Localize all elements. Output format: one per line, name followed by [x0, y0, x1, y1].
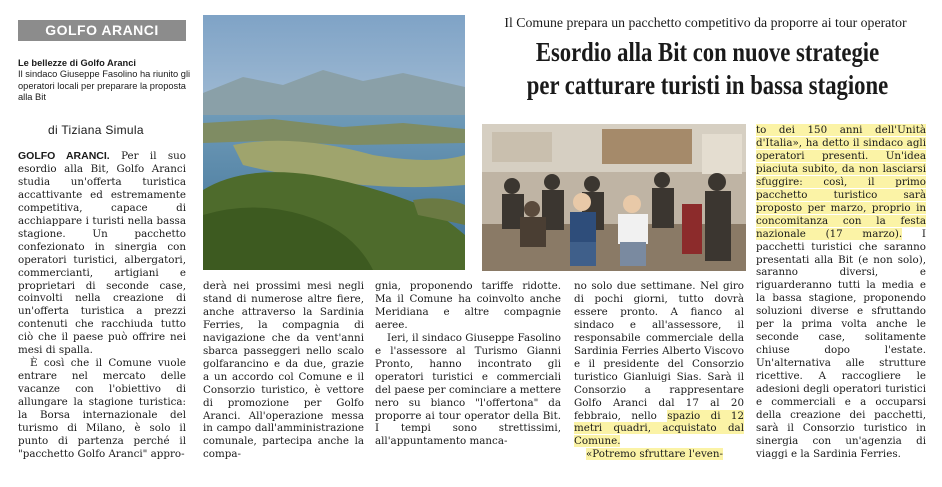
column-2-para-1: derà nei prossimi mesi negli stand di numerose altre fiere, anche attraverso la Sardinia Ferries, la compagnia di navigazione che da vent'anni sbarca passeggeri nello scalo golfarancino e da due, grazie a un accordo col Comune e il Consorzio turistico, è vettore di promozione per Golfo Aranci. All'operazione messa in campo dall'amministrazione comunale, partecipa anche la compa- [203, 280, 364, 461]
highlighted-text: spazio di 12 metri quadri, acquistato dal Comune. [574, 409, 745, 448]
column-3-para-1: gnia, proponendo tariffe ridotte. Ma il Comune ha coinvolto anche Meridiana e altre compagnie aeree. [375, 280, 561, 331]
photo-caption [18, 58, 193, 104]
headline [525, 36, 890, 102]
column-5-rest: I pacchetti turistici che saranno presentati alla Bit (e non solo), saranno diversi, e riguarderanno tutti la media e la bassa stagione, proponendo soluzioni diverse e sfruttando per la prima volta anche le seconde case, solitamente chiuse dopo l'estate. Un'alternativa alle strutture ricettive. A raccogliere le adesioni degli operatori turistici e commerciali e a occuparsi della creazione dei pacchetti, sarà il Consorzio turistico in sinergia con un'agenzia di viaggi e la Sardinia Ferries. [756, 227, 926, 460]
column-5 [756, 124, 926, 461]
meeting-photo [482, 124, 746, 271]
column-3-para-2: Ieri, il sindaco Giuseppe Fasolino e l'assessore al Turismo Gianni Pronto, hanno incontrato gli operatori turistici e commerciali del paese per cominciare a mettere nero su bianco "l'offertona" da proporre ai tour operator della Bit. I tempi sono strettissimi, all'appuntamento manca- [375, 331, 561, 448]
column-2 [203, 280, 364, 461]
coastline-photo [203, 15, 465, 270]
caption-text: Il sindaco Giuseppe Fasolino ha riunito gli operatori locali per preparare la proposta alla Bit [18, 69, 191, 103]
byline: di Tiziana Simula [48, 123, 144, 137]
column-4 [574, 280, 744, 461]
headline-line-1: Esordio alla Bit con nuove strategie [535, 37, 880, 67]
headline-line-2: per catturare turisti in bassa stagione [526, 70, 889, 100]
column-4-para-1: no solo due settimane. Nel giro di pochi giorni, tutto dovrà essere pronto. A fianco al sindaco e all'assessore, il responsabile commerciale della Sardinia Ferries Alberto Viscovo e il presidente del Consorzio turistico Gianluigi Sias. Sarà il Consorzio a rappresentare Golfo Aranci dal 17 al 20 febbraio, nello [574, 280, 744, 422]
column-1-para-1: Per il suo esordio alla Bit, Golfo Aranci studia un'offerta turistica accattivante ed estremamente competitiva, capace di acchiappare i turisti nella bassa stagione. Un pacchetto confezionato in sinergia con operatori turistici, albergatori, commercianti, artigiani e proprietari di seconde case, coinvolti nella creazione di un'offerta turistica a prezzi contenuti che racchiuda tutto ciò che il paese può offrire nei mesi di spalla. [18, 150, 186, 357]
column-1 [18, 150, 186, 461]
section-label: GOLFO ARANCI [18, 20, 186, 41]
kicker: Il Comune prepara un pacchetto competitivo da proporre ai tour operator [504, 15, 907, 30]
highlighted-passage: to dei 150 anni dell'Unità d'Italia», ha detto il sindaco agli operatori presenti. Un'idea piaciuta subito, da non lasciarsi sfuggire: così, il primo pacchetto turistico sarà proposto per marzo, proprio in concomitanza con la festa nazionale (17 marzo). [756, 124, 926, 240]
dateline: GOLFO ARANCI. [18, 150, 110, 162]
column-3 [375, 280, 561, 448]
caption-title: Le bellezze di Golfo Aranci [18, 58, 136, 68]
column-1-para-2: È così che il Comune vuole entrare nel mercato delle vacanze con l'obiettivo di allungare la stagione turistica: la Borsa internazionale del turismo di Milano, è solo il punto di partenza perché il "pacchetto Golfo Aranci" appro- [18, 357, 186, 460]
highlighted-quote: «Potremo sfruttare l'even- [586, 448, 723, 461]
